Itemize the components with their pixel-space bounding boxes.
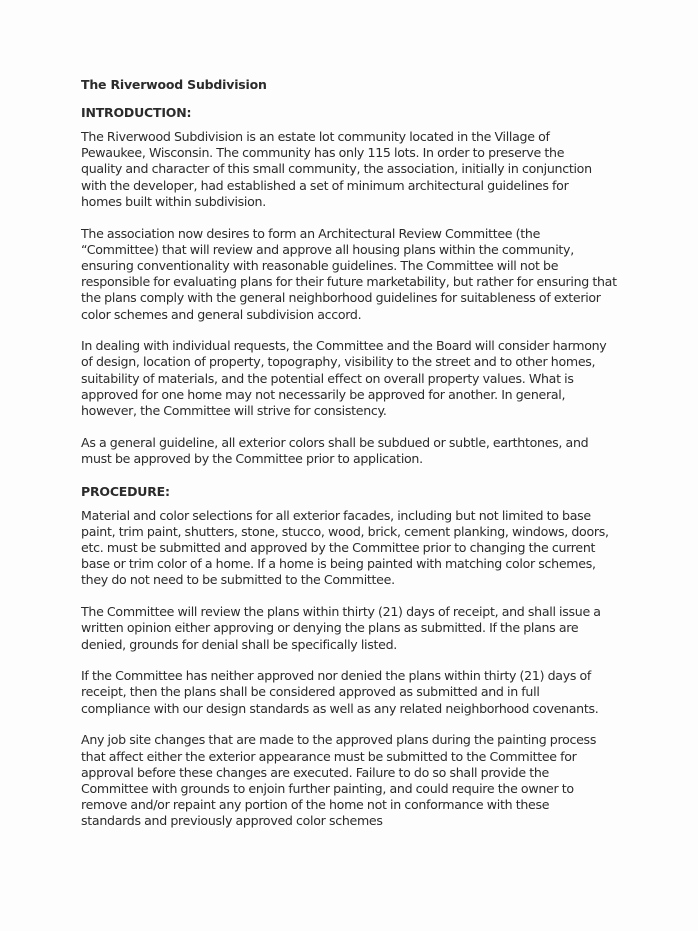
- text-line: In dealing with individual requests, the Committee and the Board will consider harmony: [81, 338, 607, 354]
- text-line: that affect either the exterior appearance must be submitted to the Committee for: [81, 748, 577, 764]
- text-line: paint, trim paint, shutters, stone, stucco, wood, brick, cement planking, windows, doors,: [81, 523, 609, 539]
- text-line: denied, grounds for denial shall be specifically listed.: [81, 636, 397, 652]
- text-line: Any job site changes that are made to the approved plans during the painting process: [81, 732, 597, 748]
- text-line: quality and character of this small community, the association, initially in conjunction: [81, 161, 592, 177]
- text-line: receipt, then the plans shall be considered approved as submitted and in full: [81, 684, 540, 700]
- text-line: The Riverwood Subdivision is an estate lot community located in the Village of: [81, 129, 550, 144]
- paragraph: [81, 732, 639, 829]
- text-line: As a general guideline, all exterior colors shall be subdued or subtle, earthtones, and: [81, 434, 589, 450]
- text-line: etc. must be submitted and approved by the Committee prior to changing the current: [81, 540, 596, 556]
- text-line: “Committee) that will review and approve all housing plans within the community,: [81, 241, 574, 257]
- text-line: color schemes and general subdivision accord.: [81, 306, 362, 322]
- text-line: The association now desires to form an Architectural Review Committee (the: [81, 225, 541, 241]
- text-line: base or trim color of a home. If a home is being painted with matching color schemes,: [81, 556, 596, 572]
- paragraph: [81, 668, 639, 717]
- text-line: suitability of materials, and the potential effect on overall property values. What is: [81, 370, 574, 386]
- procedure-section: [81, 508, 639, 830]
- paragraph: [81, 508, 639, 589]
- text-line: Material and color selections for all exterior facades, including but not limited to base: [81, 507, 591, 523]
- text-line: they do not need to be submitted to the Committee.: [81, 572, 395, 588]
- text-line: The Committee will review the plans within thirty (21) days of receipt, and shall issue a: [81, 604, 601, 620]
- text-line: standards and previously approved color schemes: [81, 813, 383, 829]
- text-line: homes built within subdivision.: [81, 193, 266, 209]
- text-line: compliance with our design standards as well as any related neighborhood covenants.: [81, 700, 599, 716]
- text-line: approval before these changes are executed. Failure to do so shall provide the: [81, 764, 549, 780]
- introduction-heading: INTRODUCTION:: [81, 105, 192, 120]
- text-line: responsible for evaluating plans for their future marketability, but rather for ensuring that: [81, 274, 617, 290]
- text-line: If the Committee has neither approved nor denied the plans within thirty (21) days of: [81, 668, 592, 684]
- paragraph: [81, 129, 639, 210]
- procedure-heading: PROCEDURE:: [81, 483, 170, 499]
- paragraph: [81, 435, 639, 467]
- paragraph: [81, 604, 639, 653]
- text-line: ensuring conventionality with reasonable guidelines. The Committee will not be: [81, 257, 559, 273]
- text-line: must be approved by the Committee prior to application.: [81, 450, 423, 466]
- text-line: written opinion either approving or denying the plans as submitted. If the plans are: [81, 620, 579, 636]
- text-line: approved for one home may not necessarily be approved for another. In general,: [81, 386, 566, 402]
- text-line: remove and/or repaint any portion of the home not in conformance with these: [81, 797, 550, 813]
- text-line: of design, location of property, topography, visibility to the street and to other homes,: [81, 354, 596, 370]
- introduction-section: [81, 129, 639, 467]
- text-line: Pewaukee, Wisconsin. The community has only 115 lots. In order to preserve the: [81, 145, 565, 161]
- document-body: [81, 76, 639, 845]
- text-line: with the developer, had established a set of minimum architectural guidelines for: [81, 177, 569, 193]
- text-line: however, the Committee will strive for consistency.: [81, 403, 387, 419]
- paragraph: [81, 226, 639, 323]
- document-title: The Riverwood Subdivision: [81, 77, 267, 92]
- text-line: Committee with grounds to enjoin further painting, and could require the owner to: [81, 781, 574, 796]
- paragraph: [81, 338, 639, 419]
- text-line: the plans comply with the general neighborhood guidelines for suitableness of exterior: [81, 290, 601, 306]
